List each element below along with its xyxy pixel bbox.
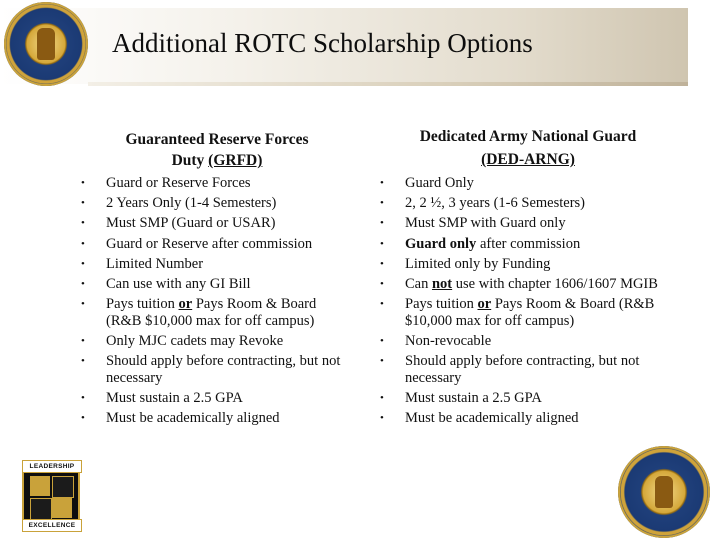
bullet-icon: •: [380, 257, 384, 270]
left-list-item-text: Should apply before contracting, but not necessary: [106, 353, 341, 386]
badge-quadrant-gold-2: [52, 498, 72, 518]
right-list-item-text: Limited only by Funding: [405, 255, 551, 272]
left-list-item: [81, 389, 354, 407]
bullet-icon: •: [380, 411, 384, 424]
right-column-heading: [388, 125, 668, 171]
badge-quadrant-gold: [30, 476, 50, 496]
right-bullet-list: [380, 175, 663, 430]
left-list-item-text: Pays Room & Board (R&B $10,000 max for off campus): [106, 296, 317, 329]
left-column-heading: [96, 129, 338, 171]
badge-quadrant-dark-2: [30, 498, 52, 520]
right-list-item-text: Must sustain a 2.5 GPA: [405, 389, 542, 406]
right-heading-line1: Dedicated Army National Guard: [419, 128, 637, 145]
bullet-icon: •: [380, 277, 384, 290]
right-list-item: [380, 275, 663, 293]
bullet-icon: •: [81, 411, 85, 424]
left-heading-line1: Guaranteed Reserve Forces: [125, 131, 309, 148]
right-list-item-text: 2, 2 ½, 3 years (1-6 Semesters): [405, 195, 585, 212]
left-list-item: [81, 296, 354, 329]
left-list-item-emphasis: or: [178, 296, 193, 313]
bullet-icon: •: [380, 237, 384, 250]
right-list-item-text: after commission: [476, 235, 581, 252]
right-list-item-text: Non-revocable: [405, 332, 492, 349]
bullet-icon: •: [380, 177, 384, 189]
right-list-item: [380, 235, 663, 253]
left-list-item-text: Guard or Reserve after commission: [106, 235, 313, 252]
right-heading-line2: [388, 148, 668, 171]
bullet-icon: •: [81, 197, 85, 210]
right-heading-abbr: (DED-ARNG): [481, 151, 575, 168]
minuteman-figure-icon-small: [655, 476, 673, 508]
right-list-item: [380, 175, 663, 192]
minuteman-figure-icon: [37, 28, 55, 60]
badge-bottom-text: EXCELLENCE: [22, 519, 82, 532]
left-list-item: [81, 195, 354, 212]
right-list-item-text: Guard Only: [405, 175, 474, 191]
badge-top-text: LEADERSHIP: [22, 460, 82, 473]
left-bullet-list: [81, 175, 354, 430]
bullet-icon: •: [81, 298, 85, 311]
left-list-item-text: Limited Number: [106, 255, 204, 272]
right-list-item: [380, 409, 663, 427]
right-list-item: [380, 255, 663, 273]
left-list-item-text: Must sustain a 2.5 GPA: [106, 389, 243, 406]
right-list-item-text: use with chapter 1606/1607 MGIB: [452, 275, 658, 292]
bullet-icon: •: [81, 237, 85, 250]
bullet-icon: •: [81, 391, 85, 404]
right-list-item-text: Pays Room & Board (R&B $10,000 max for off campus): [405, 296, 655, 329]
title-underline: [88, 82, 688, 86]
right-list-item: [380, 389, 663, 407]
right-list-item: [380, 215, 663, 232]
right-list-item-text: Must SMP with Guard only: [405, 215, 566, 232]
bullet-icon: •: [380, 197, 384, 210]
right-list-item-emphasis: not: [431, 275, 453, 292]
left-heading-line2: [96, 150, 338, 171]
bullet-icon: •: [380, 391, 384, 404]
left-list-item-text: Guard or Reserve Forces: [106, 175, 251, 191]
right-list-item-bold: Guard only: [405, 235, 477, 252]
right-list-item-text: Should apply before contracting, but not necessary: [405, 353, 640, 386]
left-list-item-text: Must be academically aligned: [106, 409, 280, 426]
leadership-excellence-badge-icon: [22, 460, 80, 532]
bullet-icon: •: [81, 277, 85, 290]
right-list-item: [380, 353, 663, 386]
left-list-item-text: Pays tuition: [106, 296, 179, 313]
right-list-item: [380, 332, 663, 350]
army-national-guard-logo-icon-small: [618, 446, 710, 538]
bullet-icon: •: [380, 217, 384, 230]
left-list-item-text: Must SMP (Guard or USAR): [106, 215, 276, 232]
right-list-item-emphasis: or: [477, 296, 492, 313]
right-list-item: [380, 195, 663, 212]
army-national-guard-logo-icon: [4, 2, 88, 86]
left-list-item: [81, 175, 354, 192]
bullet-icon: •: [380, 298, 384, 311]
left-list-item-text: 2 Years Only (1-4 Semesters): [106, 195, 277, 212]
bullet-icon: •: [81, 177, 85, 189]
left-list-item: [81, 409, 354, 427]
left-list-item: [81, 255, 354, 273]
left-heading-abbr: (GRFD): [208, 152, 263, 169]
left-list-item: [81, 332, 354, 350]
bullet-icon: •: [81, 257, 85, 270]
right-list-item-text: Must be academically aligned: [405, 409, 579, 426]
left-list-item: [81, 215, 354, 232]
right-list-item: [380, 296, 663, 329]
left-heading-prefix: Duty: [171, 152, 209, 169]
bullet-icon: •: [81, 334, 85, 347]
bullet-icon: •: [380, 334, 384, 347]
left-list-item: [81, 235, 354, 253]
right-list-item-text: Pays tuition: [405, 296, 478, 313]
bullet-icon: •: [81, 217, 85, 230]
bullet-icon: •: [81, 355, 85, 367]
left-list-item: [81, 353, 354, 386]
page-title: Additional ROTC Scholarship Options: [112, 28, 533, 58]
right-list-item-text: Can: [405, 275, 432, 292]
left-list-item-text: Only MJC cadets may Revoke: [106, 332, 284, 349]
left-list-item: [81, 275, 354, 293]
bullet-icon: •: [380, 355, 384, 367]
left-list-item-text: Can use with any GI Bill: [106, 275, 251, 292]
badge-quadrant-dark: [52, 476, 74, 498]
